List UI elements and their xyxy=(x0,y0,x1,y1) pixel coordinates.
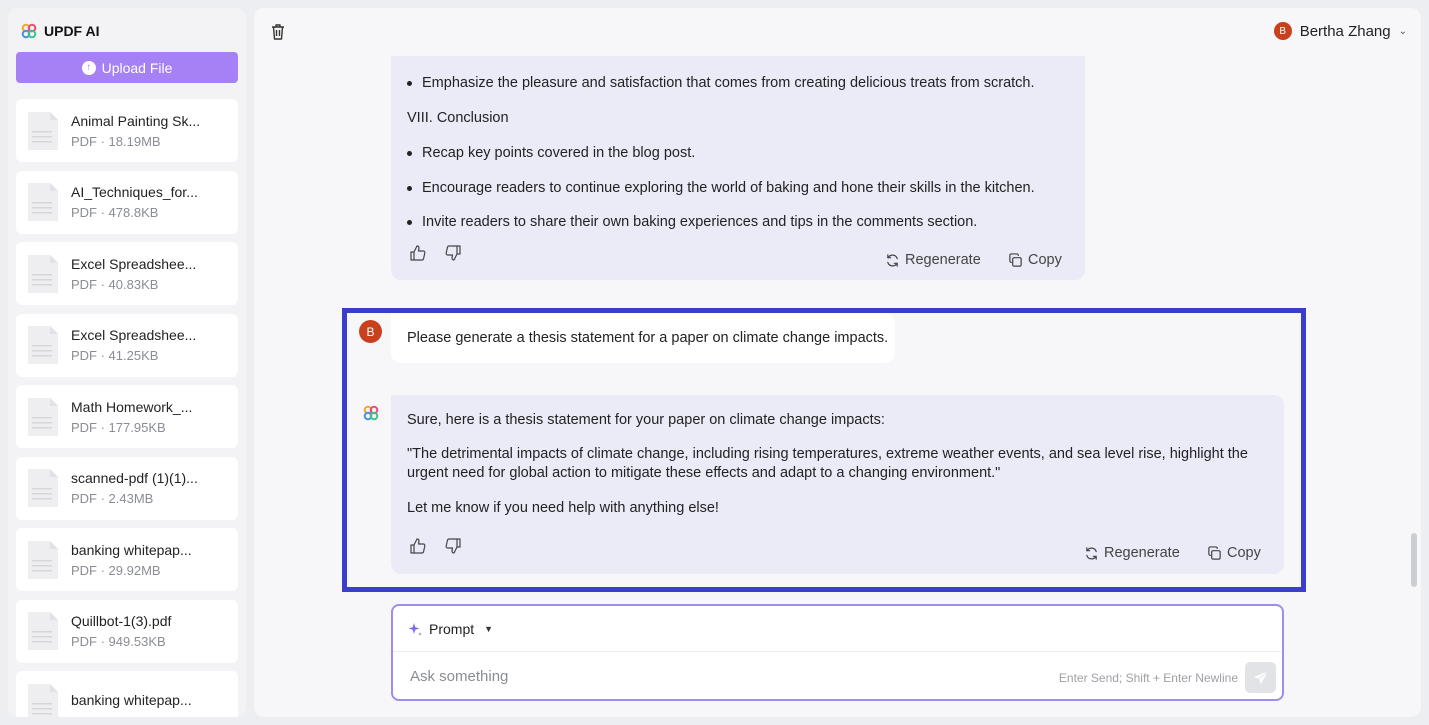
answer-quote: "The detrimental impacts of climate change, including rising temperatures, extreme weather events, and sea level rise, highlight the urgent need for global action to mitigate these effects and adapt to a changing environment." xyxy=(407,446,1248,481)
avatar: B xyxy=(359,320,382,343)
bullet-text: Recap key points covered in the blog post. xyxy=(422,145,696,161)
document-icon xyxy=(26,683,59,718)
thumbs-down-icon[interactable] xyxy=(444,244,462,262)
thumbs-down-icon[interactable] xyxy=(444,537,462,555)
file-item[interactable] xyxy=(16,528,238,591)
file-size: PDF · 40.83KB xyxy=(71,276,159,292)
thumbs-up-icon[interactable] xyxy=(409,537,427,555)
refresh-icon xyxy=(1084,546,1099,561)
file-size: PDF · 18.19MB xyxy=(71,133,161,149)
sparkle-icon xyxy=(407,621,423,637)
user-message-text: Please generate a thesis statement for a paper on climate change impacts. xyxy=(407,330,889,346)
copy-button[interactable] xyxy=(1207,545,1261,561)
copy-label: Copy xyxy=(1028,252,1062,268)
copy-button[interactable] xyxy=(1008,252,1062,268)
feedback-actions xyxy=(409,537,462,555)
file-item[interactable] xyxy=(16,314,238,377)
copy-label: Copy xyxy=(1227,545,1261,561)
ask-input[interactable] xyxy=(393,656,1033,696)
bullet-text: Invite readers to share their own baking experiences and tips in the comments section. xyxy=(422,214,978,230)
feedback-actions xyxy=(409,244,462,262)
regenerate-label: Regenerate xyxy=(1104,545,1180,561)
updf-ai-logo-icon xyxy=(363,405,379,421)
document-icon xyxy=(26,540,59,580)
file-name: Excel Spreadshee... xyxy=(71,327,197,343)
brand-name: UPDF AI xyxy=(44,23,100,39)
caret-down-icon: ▼ xyxy=(484,623,494,634)
file-item[interactable] xyxy=(16,457,238,520)
ai-answer-bubble xyxy=(391,395,1284,574)
send-icon xyxy=(1253,670,1269,686)
list-item xyxy=(407,145,695,161)
copy-icon xyxy=(1207,546,1222,561)
updf-ai-logo-icon xyxy=(21,23,37,39)
document-icon xyxy=(26,468,59,508)
document-icon xyxy=(26,325,59,365)
regenerate-button[interactable] xyxy=(885,252,981,268)
user-message xyxy=(391,313,895,363)
prompt-mode-selector[interactable] xyxy=(393,606,1282,652)
file-item[interactable] xyxy=(16,171,238,234)
prompt-mode-label: Prompt xyxy=(429,620,475,637)
keyboard-hint: Enter Send; Shift + Enter Newline xyxy=(1058,671,1238,685)
refresh-icon xyxy=(885,253,900,268)
scrollbar[interactable] xyxy=(1411,533,1417,587)
copy-icon xyxy=(1008,253,1023,268)
file-item[interactable] xyxy=(16,242,238,305)
document-icon xyxy=(26,397,59,437)
upload-file-label: Upload File xyxy=(101,59,173,76)
file-name: Math Homework_... xyxy=(71,398,193,415)
answer-intro: Sure, here is a thesis statement for your paper on climate change impacts: xyxy=(407,412,885,428)
thumbs-up-icon[interactable] xyxy=(409,244,427,262)
file-size: PDF · 478.8KB xyxy=(71,205,159,220)
file-size: PDF · 177.95KB xyxy=(71,419,166,435)
upload-icon: ↑ xyxy=(82,61,96,75)
file-list xyxy=(16,99,238,717)
document-icon xyxy=(26,111,59,151)
file-item[interactable] xyxy=(16,600,238,663)
document-icon xyxy=(26,254,59,294)
file-size: PDF · 2.43MB xyxy=(71,491,154,506)
file-name: Animal Painting Sk... xyxy=(71,112,201,129)
bullet-text: Emphasize the pleasure and satisfaction that comes from creating delicious treats from scratch. xyxy=(422,75,1035,91)
file-size: PDF · 949.53KB xyxy=(71,634,166,649)
brand xyxy=(8,8,246,54)
file-name: scanned-pdf (1)(1)... xyxy=(71,470,198,486)
upload-file-button[interactable] xyxy=(16,52,238,83)
section-heading: VIII. Conclusion xyxy=(407,110,509,126)
list-item xyxy=(407,180,1035,196)
file-name: AI_Techniques_for... xyxy=(71,184,198,200)
user-name: Bertha Zhang xyxy=(1299,22,1391,40)
file-item[interactable] xyxy=(16,671,238,717)
send-button[interactable] xyxy=(1245,662,1276,693)
file-name: Quillbot-1(3).pdf xyxy=(71,613,172,629)
chevron-down-icon: ⌄ xyxy=(1398,25,1407,37)
file-name: Excel Spreadshee... xyxy=(71,255,197,272)
file-name: banking whitepap... xyxy=(71,692,192,708)
previous-answer-bubble xyxy=(391,56,1085,280)
answer-outro: Let me know if you need help with anything else! xyxy=(407,500,719,516)
file-item[interactable] xyxy=(16,99,238,162)
file-size: PDF · 29.92MB xyxy=(71,562,161,578)
trash-icon[interactable] xyxy=(270,23,286,41)
regenerate-button[interactable] xyxy=(1084,545,1180,561)
sidebar xyxy=(8,8,246,717)
regenerate-label: Regenerate xyxy=(905,252,981,268)
document-icon xyxy=(26,611,59,651)
file-item[interactable] xyxy=(16,385,238,448)
document-icon xyxy=(26,182,59,222)
list-item xyxy=(407,75,1035,91)
list-item xyxy=(407,214,977,230)
file-name: banking whitepap... xyxy=(71,541,192,558)
chat-panel xyxy=(254,8,1421,717)
user-menu[interactable] xyxy=(1274,22,1407,40)
file-size: PDF · 41.25KB xyxy=(71,348,159,363)
prompt-composer xyxy=(391,604,1284,701)
avatar: B xyxy=(1274,22,1292,40)
bullet-text: Encourage readers to continue exploring the world of baking and hone their skills in the kitchen. xyxy=(422,180,1035,196)
